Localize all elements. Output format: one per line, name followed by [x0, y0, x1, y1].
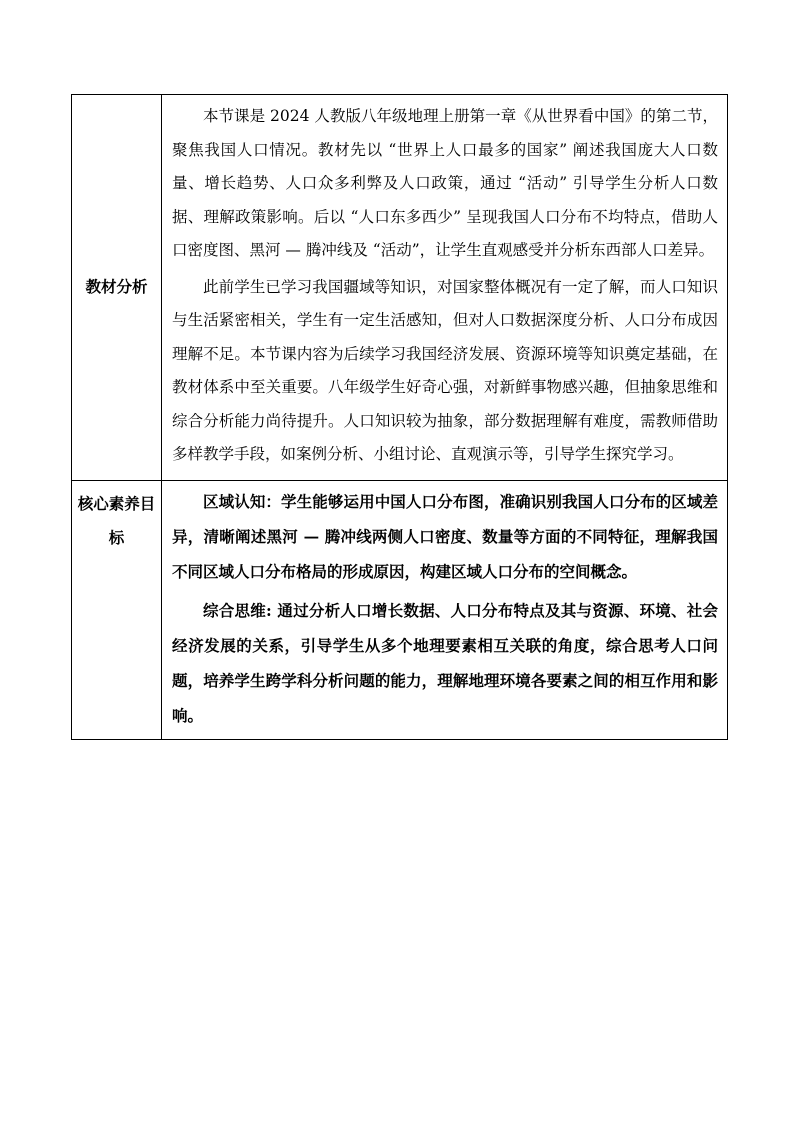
paragraph: 区域认知：学生能够运用中国人口分布图，准确识别我国人口分布的区域差异，清晰阐述黑河 — 腾冲线两侧人口密度、数量等方面的不同特征，理解我国不同区域人口分布格局的形成原因，构建区域人口分布的空间概念。	[172, 491, 718, 581]
row-label: 核心素养目标	[77, 493, 156, 547]
row-label: 教材分析	[85, 277, 148, 297]
paragraph: 本节课是 2024 人教版八年级地理上册第一章《从世界看中国》的第二节，聚焦我国人口情况。教材先以 “世界上人口最多的国家” 阐述我国庞大人口数量、增长趋势、人口众多利弊及人口政策，通过 “活动” 引导学生分析人口数据、理解政策影响。后以 “人口东多西少” 呈现我国人口分布不均特点，借助人口密度图、黑河 — 腾冲线及 “活动”，让学生直观感受并分析东西部人口差异。	[172, 107, 718, 259]
lesson-plan-table	[71, 94, 728, 740]
table-row-textbook-analysis	[72, 95, 728, 481]
row-label-cell	[72, 95, 162, 481]
paragraph: 综合思维: 通过分析人口增长数据、人口分布特点及其与资源、环境、社会经济发展的关系，引导学生从多个地理要素相互关联的角度，综合思考人口问题，培养学生跨学科分析问题的能力，理解地理环境各要素之间的相互作用和影响。	[172, 600, 718, 725]
row-label-cell	[72, 480, 162, 739]
table-row-core-literacy-goals	[72, 480, 728, 739]
paragraph: 此前学生已学习我国疆域等知识，对国家整体概况有一定了解，而人口知识与生活紧密相关，学生有一定生活感知，但对人口数据深度分析、人口分布成因理解不足。本节课内容为后续学习我国经济发展、资源环境等知识奠定基础，在教材体系中至关重要。八年级学生好奇心强，对新鲜事物感兴趣，但抽象思维和综合分析能力尚待提升。人口知识较为抽象，部分数据理解有难度，需教师借助多样教学手段，如案例分析、小组讨论、直观演示等，引导学生探究学习。	[172, 277, 718, 463]
row-content-cell	[162, 480, 728, 739]
row-content-cell	[162, 95, 728, 481]
